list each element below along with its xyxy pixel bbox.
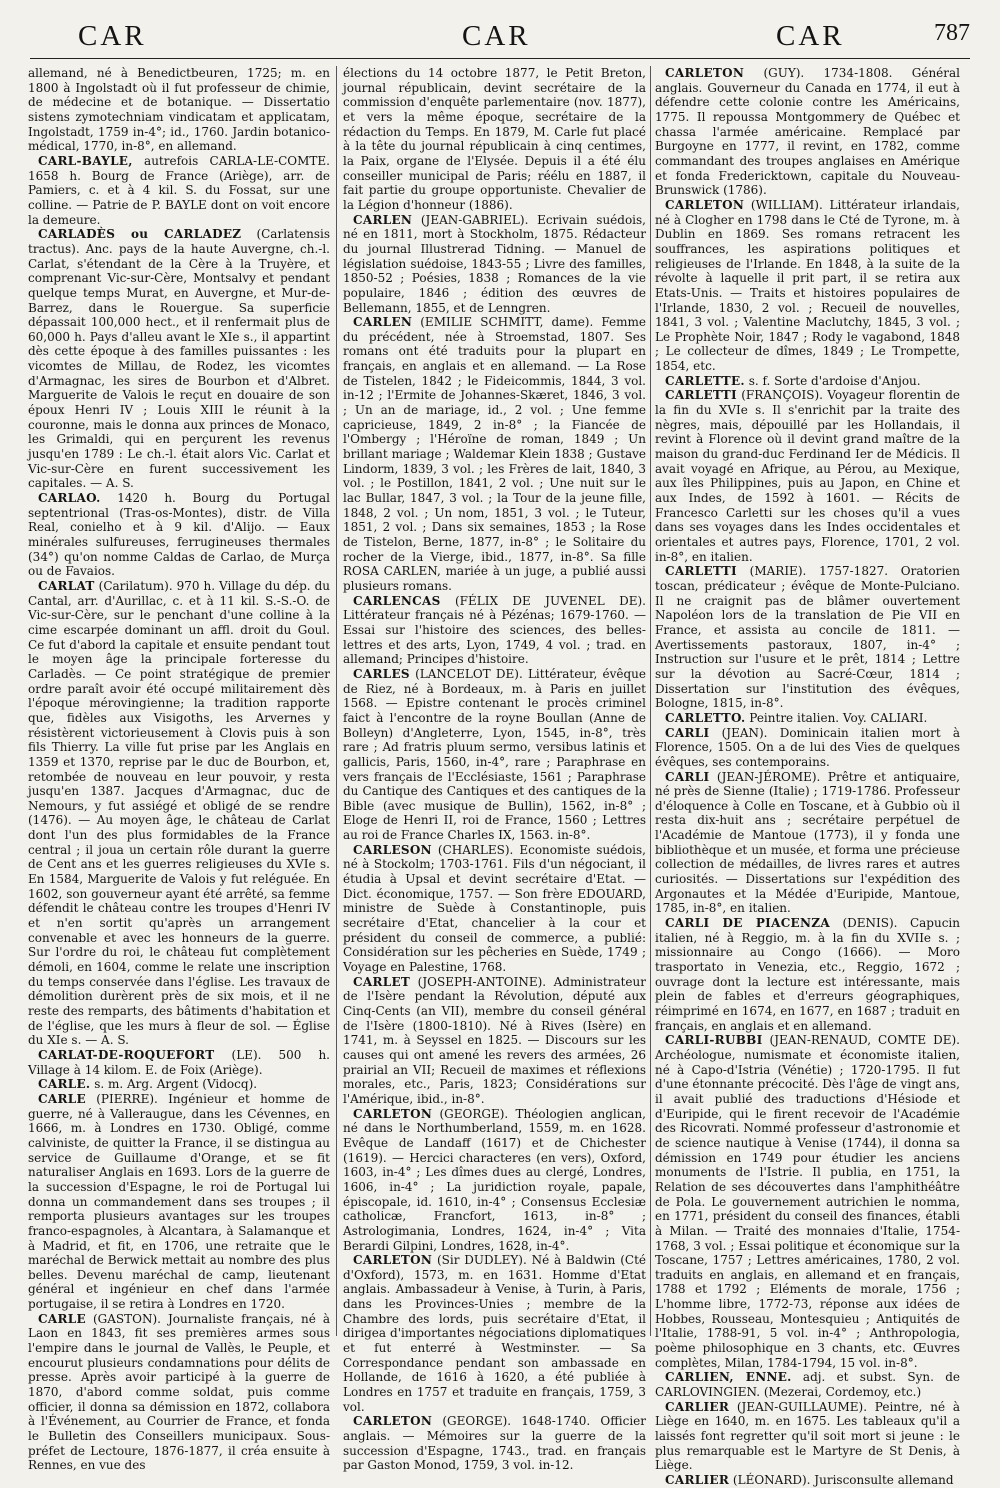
column-divider	[650, 66, 651, 1336]
entry-body: Peintre italien. Voy. CALIARI.	[745, 710, 928, 725]
entry-body: (JEAN-GUILLAUME). Peintre, né à Liège en 1640, m. en 1675. Les tableaux qu'il a laissés font regretter qu'il soit mort si jeune : le plus remarquable est le Martyre de St Denis, à Liège.	[655, 1399, 960, 1473]
entry-headword: CARLI DE PIACENZA	[665, 916, 830, 931]
entry-body: (JEAN-JÉROME). Prêtre et antiquaire, né près de Sienne (Italie) ; 1719-1786. Professeur d'éloquence à Colle en Toscane, et à Gubbio où il resta dix-huit ans ; secrétaire perpétuel de l'Académie de Mantoue (1773), il y fonda une bibliothèque et un musée, et forma une précieuse collection de médailles, de livres rares et autres curiosités. — Dissertations sur l'expédition des Argonautes et la Médée d'Euripide, Mantoue, 1785, in-8°, en italien.	[655, 769, 960, 916]
entry-body: (Sir DUDLEY). Né à Baldwin (Cté d'Oxford), 1573, m. en 1631. Homme d'Etat anglais. Ambassadeur à Venise, à Turin, à Paris, dans les Provinces-Unies ; membre de la Chambre des lords, puis secrétaire d'Etat, il dirigea d'importantes négociations diplomatiques et fut enterré à Westminster. — Sa Correspondance pendant son ambassade en Hollande, de 1616 à 1620, a été publiée à Londres en 1757 et traduite en français, 1759, 3 vol.	[343, 1253, 646, 1414]
dictionary-entry	[343, 315, 646, 593]
entry-body: (PIERRE). Ingénieur et homme de guerre, né à Valleraugue, dans les Cévennes, en 1666, m. à Londres en 1730. Obligé, comme calviniste, de quitter la France, il se distingua au service de Guillaume d'Orange, et se fit naturaliser Anglais en 1693. Lors de la guerre de la succession d'Espagne, le roi de Portugal lui donna un commandement dans ses troupes ; il remporta plusieurs avantages sur les troupes franco-espagnoles, à Alcantara, à Salamanque et à Madrid, et fit, en 1706, une retraite que le maréchal de Berwick mettait au nombre des plus belles. Devenu maréchal de camp, lieutenant général et ingénieur en chef dans l'armée portugaise, il se retira à Londres en 1720.	[28, 1091, 330, 1312]
entry-headword: CARLES	[353, 666, 410, 681]
entry-body: s. m. Arg. Argent (Vidocq).	[90, 1077, 258, 1092]
dictionary-entry	[655, 564, 960, 711]
running-head-left: CAR	[78, 20, 147, 52]
entry-headword: CARLETON	[353, 1253, 433, 1268]
dictionary-entry	[655, 726, 960, 770]
entry-body: (GUY). 1734-1808. Général anglais. Gouverneur du Canada en 1774, il eut à défendre cette colonie contre les Américains, 1775. Il repoussa Montgommery de Québec et chassa l'armée américaine. Remplacé par Burgoyne en 1777, il revint, en 1782, comme commandant des troupes anglaises en Amérique et fonda Fredericktown, capitale du Nouveau-Brunswick (1786).	[655, 66, 960, 198]
entry-body: (FRANÇOIS). Voyageur florentin de la fin du XVIe s. Il s'enrichit par la traite des nègres, mais, dépouillé par les Hollandais, il revint à Florence où il devint grand maître de la maison du grand-duc Ferdinand Ier de Médicis. Il avait voyagé en Afrique, au Pérou, au Mexique, aux îles Philippines, puis au Japon, en Chine et aux Indes, de 1592 à 1601. — Récits de Francesco Carletti sur les choses qu'il a vues dans ses voyages dans les Indes occidentales et orientales et autres pays, Florence, 1701, 2 vol. in-8°, en italien.	[655, 388, 960, 564]
entry-headword: CARLI	[665, 725, 710, 740]
entry-headword: CARLI-RUBBI	[665, 1033, 763, 1048]
entry-body: (JEAN-GABRIEL). Ecrivain suédois, né en 1811, mort à Stockholm, 1875. Rédacteur du journal Illustrerad Tidning. — Manuel de législation suédoise, 1843-55 ; Livre des familles, 1850-52 ; Poésies, 1838 ; Romances de la vie populaire, 1846 ; édition des œuvres de Bellemann, 1855, et de Lenngren.	[343, 212, 646, 315]
text-column-3	[655, 66, 961, 1487]
dictionary-entry	[655, 66, 960, 198]
entry-body: (WILLIAM). Littérateur irlandais, né à Clogher en 1798 dans le Cté de Tyrone, m. à Dublin en 1869. Ses romans retracent les souffrances, les aspirations politiques et religieuses de l'Irlande. En 1848, à la suite de la révolte à laquelle il prit part, il se retira aux Etats-Unis. — Traits et histoires populaires de l'Irlande, 1830, 2 vol. ; Recueil de nouvelles, 1841, 3 vol. ; Valentine Maclutchy, 1845, 3 vol. ; Le Prophète Noir, 1847 ; Rody le vagabond, 1848 ; Le collecteur de dîmes, 1849 ; Le Trompette, 1854, etc.	[655, 197, 960, 374]
dictionary-entry	[343, 667, 646, 843]
entry-headword: CARLAT	[38, 578, 95, 593]
dictionary-entry	[28, 227, 330, 491]
entry-body: (LANCELOT DE). Littérateur, évêque de Riez, né à Bordeaux, m. à Paris en juillet 1568. — Epistre contenant le procès criminel faict à l'encontre de la royne Boullan (Anne de Bolleyn) d'Angleterre, Lyon, 1545, in-8°, très rare ; Ad fratris pluum sermo, versibus latinis et gallicis, Paris, 1560, in-4°, rare ; Paraphrase en vers français de l'Ecclésiaste, 1561 ; Paraphrase du Cantique des Cantiques et des cantiques de la Bible (avec musique de Bullin), 1562, in-8° ; Eloge de Henri II, roi de France, 1560 ; Lettres au roi de France Charles IX, 1563. in-8°.	[343, 666, 646, 843]
entry-body: élections du 14 octobre 1877, le Petit Breton, journal républicain, devint secrétaire de la commission d'enquête parlementaire (nov. 1877), et vers la même époque, secrétaire de la rédaction du Temps. En 1879, M. Carle fut placé à la tête du journal républicain à cinq centimes, la Paix, organe de l'Elysée. Depuis il a été élu conseiller municipal de Paris; réélu en 1887, il fait partie du groupe opportuniste. Chevalier de la Légion d'honneur (1886).	[343, 66, 646, 212]
entry-body: (Carlatensis tractus). Anc. pays de la haute Auvergne, ch.-l. Carlat, s'étendant de la Cère à la Truyère, et comprenant Vic-sur-Cère, Montsalvy et pendant quelque temps Murat, en Auvergne, et Mur-de-Barrez, dans le Rouergue. Sa superficie dépassait 100,000 hect., et il renfermait plus de 60,000 h. Pays d'alleu avant le XIe s., il appartint dès cette époque à des familles puissantes : les vicomtes de Millau, de Rodez, les vicomtes d'Armagnac, les sires de Bourbon et d'Albret. Marguerite de Valois le reçut en douaire de son époux Henri IV ; Louis XIII le réunit à la couronne, mais le donna aux princes de Monaco, les Grimaldi, qui en perçurent les revenus jusqu'en 1789 : Le ch.-l. était alors Vic. Carlat et Vic-sur-Cère en furent successivement les capitales. — A. S.	[28, 227, 330, 491]
entry-body: (FÉLIX DE JUVENEL DE). Littérateur français né à Pézénas; 1679-1760. — Essai sur l'histoire des sciences, des belles-lettres et des arts, Lyon, 1749, 4 vol. ; trad. en allemand; Principes d'histoire.	[343, 593, 646, 667]
entry-headword: CARLIER	[665, 1473, 730, 1487]
dictionary-entry	[28, 154, 330, 227]
dictionary-entry	[28, 1077, 330, 1092]
entry-headword: CARLEN	[353, 315, 413, 330]
entry-headword: CARLADÈS ou CARLADEZ	[38, 227, 242, 242]
entry-body: adj. et subst. Syn. de CARLOVINGIEN. (Mezerai, Cordemoy, etc.)	[655, 1370, 960, 1400]
running-head-center: CAR	[462, 20, 531, 52]
entry-headword: CARLETON	[353, 1414, 433, 1429]
entry-body: s. f. Sorte d'ardoise d'Anjou.	[744, 373, 921, 388]
dictionary-entry	[655, 1473, 960, 1488]
entry-headword: CARLE	[38, 1091, 86, 1106]
dictionary-entry	[655, 711, 960, 726]
running-head-right: CAR	[776, 20, 845, 52]
dictionary-entry	[655, 770, 960, 917]
dictionary-entry	[655, 1370, 960, 1399]
dictionary-entry	[28, 1048, 330, 1077]
dictionary-entry	[655, 198, 960, 374]
dictionary-entry	[655, 1033, 960, 1370]
page-number: 787	[934, 20, 970, 46]
page-header	[30, 18, 970, 59]
entry-headword: CARLIER	[665, 1399, 730, 1414]
dictionary-entry	[343, 594, 646, 667]
entry-body: (JEAN). Dominicain italien mort à Florence, 1505. On a de lui des Vies de quelques évêques, ses contemporains.	[655, 725, 960, 769]
dictionary-entry	[343, 975, 646, 1107]
entry-headword: CARL-BAYLE,	[38, 153, 133, 168]
entry-headword: CARLET	[353, 974, 411, 989]
entry-headword: CARLEN	[353, 212, 413, 227]
entry-headword: CARLAT-DE-ROQUEFORT	[38, 1047, 215, 1062]
entry-headword: CARLETON	[353, 1106, 433, 1121]
entry-body: (DENIS). Capucin italien, né à Reggio, m. à la fin du XVIIe s. ; missionnaire au Congo (1666). — Moro trasportato in Venezia, etc., Reggio, 1672 ; ouvrage dont la lecture est intéressante, mais plein de fables et d'erreurs géographiques, réimprimé en 1674, en 1677, en 1687 ; traduit en français, en anglais et en allemand.	[655, 916, 961, 1033]
entry-body: (JEAN-RENAUD, COMTE DE). Archéologue, numismate et économiste italien, né à Capo-d'Istria (Vénétie) ; 1720-1795. Il fut d'une étonnante précocité. Dès l'âge de vingt ans, il avait publié des traductions d'Hésiode et d'Euripide, qui le firent recevoir de l'Académie des Ricovrati. Nommé professeur d'astronomie et de science nautique à Venise (1744), il donna sa démission en 1749 pour étudier les anciens monuments de l'Istrie. Il publia, en 1751, la Relation de ses découvertes dans l'amphithéâtre de Pola. Le gouvernement autrichien le nomma, en 1771, président du conseil des finances, établi à Milan. — Traité des monnaies d'Italie, 1754-1768, 3 vol. ; Essai politique et économique sur la Toscane, 1757 ; Lettres américaines, 1780, 2 vol. traduits en anglais, en allemand et en français, 1788 et 1792 ; Eléments de morale, 1756 ; L'homme libre, 1772-73, réponse aux idées de Hobbes, Rousseau, Montesquieu ; Antiquités de l'Italie, 1788-91, 5 vol. in-4° ; Anthropologia, poème philosophique en 3 chants, etc. Œuvres complètes, Milan, 1784-1794, 15 vol. in-8°.	[655, 1033, 960, 1370]
entry-headword: CARLE.	[38, 1077, 91, 1092]
dictionary-entry	[343, 66, 646, 213]
dictionary-entry	[655, 388, 960, 564]
entry-headword: CARLENCAS	[353, 593, 441, 608]
dictionary-entry	[28, 1092, 330, 1312]
entry-body: (LÉONARD). Jurisconsulte allemand	[729, 1473, 954, 1487]
entry-headword: CARLETTI	[665, 388, 737, 403]
entry-headword: CARLETTE.	[665, 373, 745, 388]
dictionary-entry	[343, 213, 646, 316]
entry-body: (MARIE). 1757-1827. Oratorien toscan, prédicateur ; évêque de Monte-Pulciano. Il ne craignit pas de blâmer ouvertement Napoléon lors de la translation de Pie VII en France, et assista au concile de 1811. — Avertissements pastoraux, 1807, in-4° ; Instruction sur l'usure et le prêt, 1814 ; Lettre sur la dévotion au Sacré-Cœur, 1814 ; Dissertation sur l'institution des évêques, Bologne, 1815, in-8°.	[655, 564, 960, 711]
entry-body: (JOSEPH-ANTOINE). Administrateur de l'Isère pendant la Révolution, député aux Cinq-Cents (an VII), membre du conseil général de l'Isère (1800-1810). Né à Rives (Isère) en 1741, m. à Seyssel en 1825. — Discours sur les causes qui ont amené les revers des armées, 26 prairial an VII; Recueil de maximes et réflexions morales, etc., Paris, 1823; Considérations sur l'Amérique, ibid., in-8°.	[343, 974, 646, 1106]
entry-body: 1420 h. Bourg du Portugal septentrional (Tras-os-Montes), distr. de Villa Real, conielho et à 9 kil. d'Alijo. — Eaux minérales sulfureuses, ferrugineuses thermales (34°) qu'on nomme Caldas de Carlao, de Murça ou de Favaios.	[28, 491, 330, 579]
dictionary-entry	[28, 66, 330, 154]
entry-headword: CARLAO.	[38, 491, 101, 506]
entry-body: (GEORGE). Théologien anglican, né dans le Northumberland, 1559, m. en 1628. Evêque de Landaff (1617) et de Chichester (1619). — Hercici characteres (en vers), Oxford, 1603, in-4° ; Les dîmes dues au clergé, Londres, 1606, in-4° ; La juridiction royale, papale, épiscopale, id. 1610, in-4° ; Consensus Ecclesiæ catholicæ, Francfort, 1613, in-8° ; Astrologimania, Londres, 1624, in-4° ; Vita Berardi Gilpini, Londres, 1628, in-4°.	[343, 1106, 646, 1253]
entry-headword: CARLIEN, ENNE.	[665, 1370, 792, 1385]
entry-body: allemand, né à Benedictbeuren, 1725; m. en 1800 à Ingolstadt où il fut professeur de chimie, de médecine et de botanique. — Dissertatio sistens zymotechniam vindicatam et applicatam, Ingolstadt, 1759 in-4°; id., 1760. Jardin botanico-médical, 1770, in-8°, en allemand.	[28, 66, 330, 154]
dictionary-entry	[343, 1253, 646, 1414]
dictionary-entry	[655, 374, 960, 389]
dictionary-entry	[343, 1414, 646, 1473]
dictionary-entry	[655, 1400, 960, 1473]
text-column-1	[28, 66, 330, 1473]
entry-headword: CARLI	[665, 769, 710, 784]
entry-headword: CARLETTI	[665, 564, 737, 579]
dictionary-entry	[343, 843, 646, 975]
dictionary-entry	[28, 579, 330, 1048]
entry-body: (Carilatum). 970 h. Village du dép. du Cantal, arr. d'Aurillac, c. et à 11 kil. S.-S.-O. de Vic-sur-Cère, sur le penchant d'une colline à la cime escarpée dominant un affl. droit du Goul. Ce fut d'abord la capitale et ensuite pendant tout le moyen âge la principale forteresse du Carladès. — Ce point stratégique de premier ordre paraît avoir été occupé militairement dès l'époque mérovingienne; la tradition rapporte que, fidèles aux Visigoths, les Arvernes y résistèrent victorieusement à Clovis puis à son fils Thierry. La ville fut prise par les Anglais en 1359 et 1370, reprise par le duc de Bourbon, et, retombée de nouveau en leur pouvoir, y resta jusqu'en 1387. Jacques d'Armagnac, duc de Nemours, y fut assiégé et obligé de se rendre (1476). — Au moyen âge, le château de Carlat dont l'un des plus formidables de la France central ; il joua un certain rôle durant la guerre de Cent ans et les guerres religieuses du XVIe s. En 1584, Marguerite de Valois y fut reléguée. En 1602, son gouverneur ayant été arrêté, sa femme défendit le château contre les troupes d'Henri IV et n'en sortit qu'après un arrangement convenable et avec les honneurs de la guerre. Sur l'ordre du roi, le château fut complètement démoli, en 1604, comme le relate une inscription du temps conservée dans l'église. Les travaux de démolition durèrent près de six mois, et il ne reste des remparts, des bâtiments d'habitation et de l'église, que les murs à fleur de sol. — Église du XIe s. — A. S.	[28, 578, 330, 1048]
entry-body: (CHARLES). Economiste suédois, né à Stockolm; 1703-1761. Fils d'un négociant, il étudia à Upsal et devint secrétaire d'Etat. — Dict. économique, 1757. — Son frère EDOUARD, ministre de Suède à Constantinople, puis secrétaire d'Etat, chancelier à la cour et président du conseil de commerce, a publié: Considération sur les pêcheries en Suède, 1749 ; Voyage en Palestine, 1768.	[343, 842, 646, 975]
dictionary-entry	[28, 1312, 330, 1473]
dictionary-entry	[28, 491, 330, 579]
entry-body: (EMILIE SCHMITT, dame). Femme du précédent, née à Stroemstad, 1807. Ses romans ont été traduits pour la plupart en français, en anglais et en allemand. — La Rose de Tistelen, 1842 ; le Fideicommis, 1844, 3 vol. in-12 ; l'Ermite de Johannes-Skæret, 1846, 3 vol. ; Un an de mariage, id., 2 vol. ; Une femme capricieuse, 1849, 2 in-8° ; la Fiancée de l'Ombergy ; l'Héroïne de roman, 1849 ; Un brillant mariage ; Waldemar Klein 1838 ; Gustave Lindorm, 1839, 3 vol. ; les Frères de lait, 1840, 3 vol. ; le Postillon, 1841, 2 vol. ; Une nuit sur le lac Bullar, 1847, 3 vol. ; la Tour de la jeune fille, 1848, 2 vol. ; Un nom, 1851, 3 vol. ; le Tuteur, 1851, 2 vol. ; Dans six semaines, 1853 ; la Rose de Tistelon, Berne, 1877, in-8° ; le Solitaire du rocher de la Vierge, ibid., 1877, in-8°. Sa fille ROSA CARLEN, mariée à un juge, a publié aussi plusieurs romans.	[343, 315, 646, 593]
entry-body: (GASTON). Journaliste français, né à Laon en 1843, fit ses premières armes sous l'empire dans le journal de Vallès, le Peuple, et encourut plusieurs condamnations pour délits de presse. Après avoir participé à la guerre de 1870, d'abord comme soldat, puis comme officier, il donna sa démission en 1872, collabora à l'Événement, au Courrier de France, et fonda le Bulletin des Conseillers municipaux. Sous-préfet de Lectoure, 1876-1877, il créa ensuite à Rennes, en vue des	[28, 1311, 330, 1473]
column-divider	[336, 66, 337, 1336]
text-column-2	[343, 66, 646, 1473]
dictionary-entry	[343, 1107, 646, 1254]
entry-body: (GEORGE). 1648-1740. Officier anglais. — Mémoires sur la guerre de la succession d'Espagne, 1743., trad. en français par Gaston Monod, 1759, 3 vol. in-12.	[343, 1414, 646, 1473]
entry-headword: CARLETON	[665, 197, 745, 212]
entry-body: (LE). 500 h. Village à 14 kilom. E. de Foix (Ariège).	[28, 1047, 330, 1077]
entry-headword: CARLETON	[665, 66, 745, 80]
entry-headword: CARLETTO.	[665, 710, 746, 725]
entry-headword: CARLE	[38, 1311, 86, 1326]
entry-body: autrefois CARLA-LE-COMTE. 1658 h. Bourg de France (Ariège), arr. de Pamiers, c. et à 4 kil. S. du Fossat, sur une colline. — Patrie de P. BAYLE dont on voit encore la demeure.	[28, 153, 330, 227]
dictionary-entry	[655, 916, 960, 1033]
entry-headword: CARLESON	[353, 842, 432, 857]
